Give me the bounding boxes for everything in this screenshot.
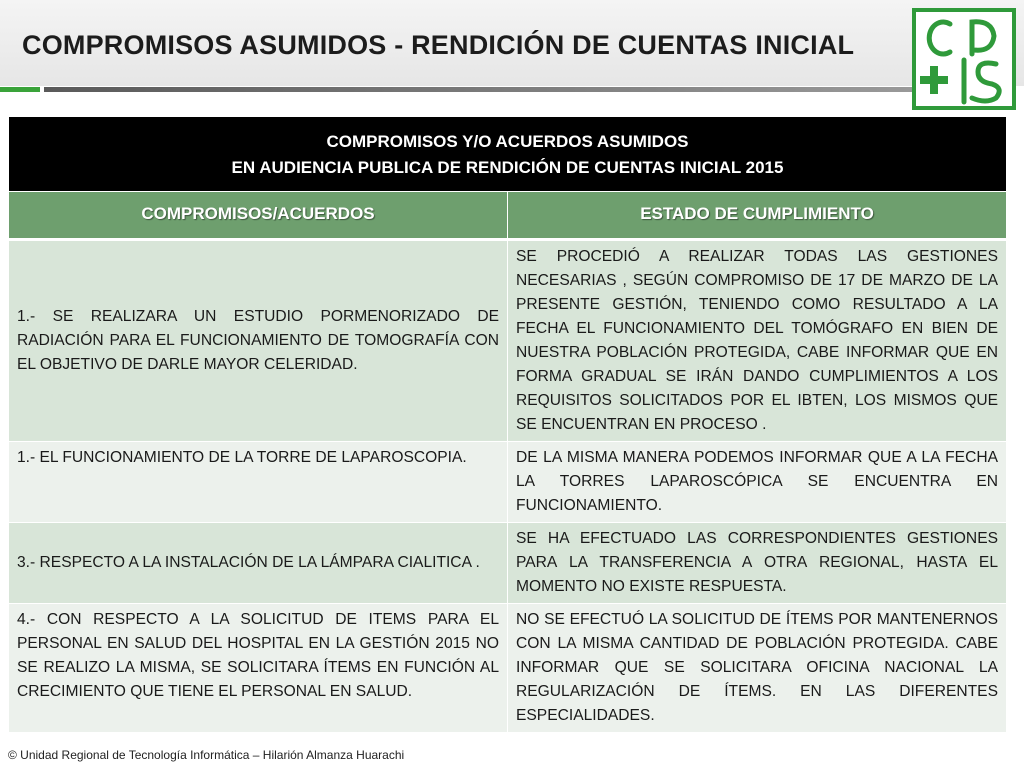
table-title-row [9, 117, 1007, 192]
title-rule-accent [0, 87, 40, 92]
footer-credit: © Unidad Regional de Tecnología Informática – Hilarión Almanza Huarachi [8, 748, 405, 762]
cops-logo [912, 8, 1016, 110]
title-rule [44, 87, 924, 92]
compromiso-cell: 1.- EL FUNCIONAMIENTO DE LA TORRE DE LAPAROSCOPIA. [9, 442, 508, 523]
compromiso-cell: 3.- RESPECTO A LA INSTALACIÓN DE LA LÁMPARA CIALITICA . [9, 523, 508, 604]
table-row [9, 442, 1007, 523]
estado-cell: DE LA MISMA MANERA PODEMOS INFORMAR QUE A LA FECHA LA TORRES LAPAROSCÓPICA SE ENCUENTRA EN FUNCIONAMIENTO. [508, 442, 1007, 523]
col-header-estado: ESTADO DE CUMPLIMIENTO [508, 192, 1007, 240]
col-header-compromisos: COMPROMISOS/ACUERDOS [9, 192, 508, 240]
table-title [9, 117, 1007, 192]
compromiso-cell: 1.- SE REALIZARA UN ESTUDIO PORMENORIZADO DE RADIACIÓN PARA EL FUNCIONAMIENTO DE TOMOGRAFÍA CON EL OBJETIVO DE DARLE MAYOR CELERIDAD. [9, 240, 508, 442]
table-title-line2: EN AUDIENCIA PUBLICA DE RENDICIÓN DE CUENTAS INICIAL 2015 [231, 158, 784, 177]
table-row [9, 240, 1007, 442]
table-row [9, 523, 1007, 604]
estado-cell: SE PROCEDIÓ A REALIZAR TODAS LAS GESTIONES NECESARIAS , SEGÚN COMPROMISO DE 17 DE MARZO DE LA PRESENTE GESTIÓN, TENIENDO COMO RESULTADO A LA FECHA EL FUNCIONAMIENTO DEL TOMÓGRAFO EN BIEN DE NUESTRA POBLACIÓN PROTEGIDA, CABE INFORMAR QUE EN FORMA GRADUAL SE IRÁN DANDO CUMPLIMIENTOS A LOS REQUISITOS SOLICITADOS POR EL IBTEN, LOS MISMOS QUE SE ENCUENTRAN EN PROCESO . [508, 240, 1007, 442]
estado-cell: SE HA EFECTUADO LAS CORRESPONDIENTES GESTIONES PARA LA TRANSFERENCIA A OTRA REGIONAL, HASTA EL MOMENTO NO EXISTE RESPUESTA. [508, 523, 1007, 604]
page-title: COMPROMISOS ASUMIDOS - RENDICIÓN DE CUENTAS INICIAL [22, 30, 855, 60]
table-row [9, 604, 1007, 733]
estado-cell: NO SE EFECTUÓ LA SOLICITUD DE ÍTEMS POR MANTENERNOS CON LA MISMA CANTIDAD DE POBLACIÓN PROTEGIDA. CABE INFORMAR QUE SE SOLICITARA OFICINA NACIONAL LA REGULARIZACIÓN DE ÍTEMS. EN LAS DIFERENTES ESPECIALIDADES. [508, 604, 1007, 733]
column-header-row [9, 192, 1007, 240]
table-title-line1: COMPROMISOS Y/O ACUERDOS ASUMIDOS [326, 132, 689, 151]
compromisos-table [8, 116, 1007, 733]
compromiso-cell: 4.- CON RESPECTO A LA SOLICITUD DE ITEMS PARA EL PERSONAL EN SALUD DEL HOSPITAL EN LA GESTIÓN 2015 NO SE REALIZO LA MISMA, SE SOLICITARA ÍTEMS EN FUNCIÓN AL CRECIMIENTO QUE TIENE EL PERSONAL EN SALUD. [9, 604, 508, 733]
